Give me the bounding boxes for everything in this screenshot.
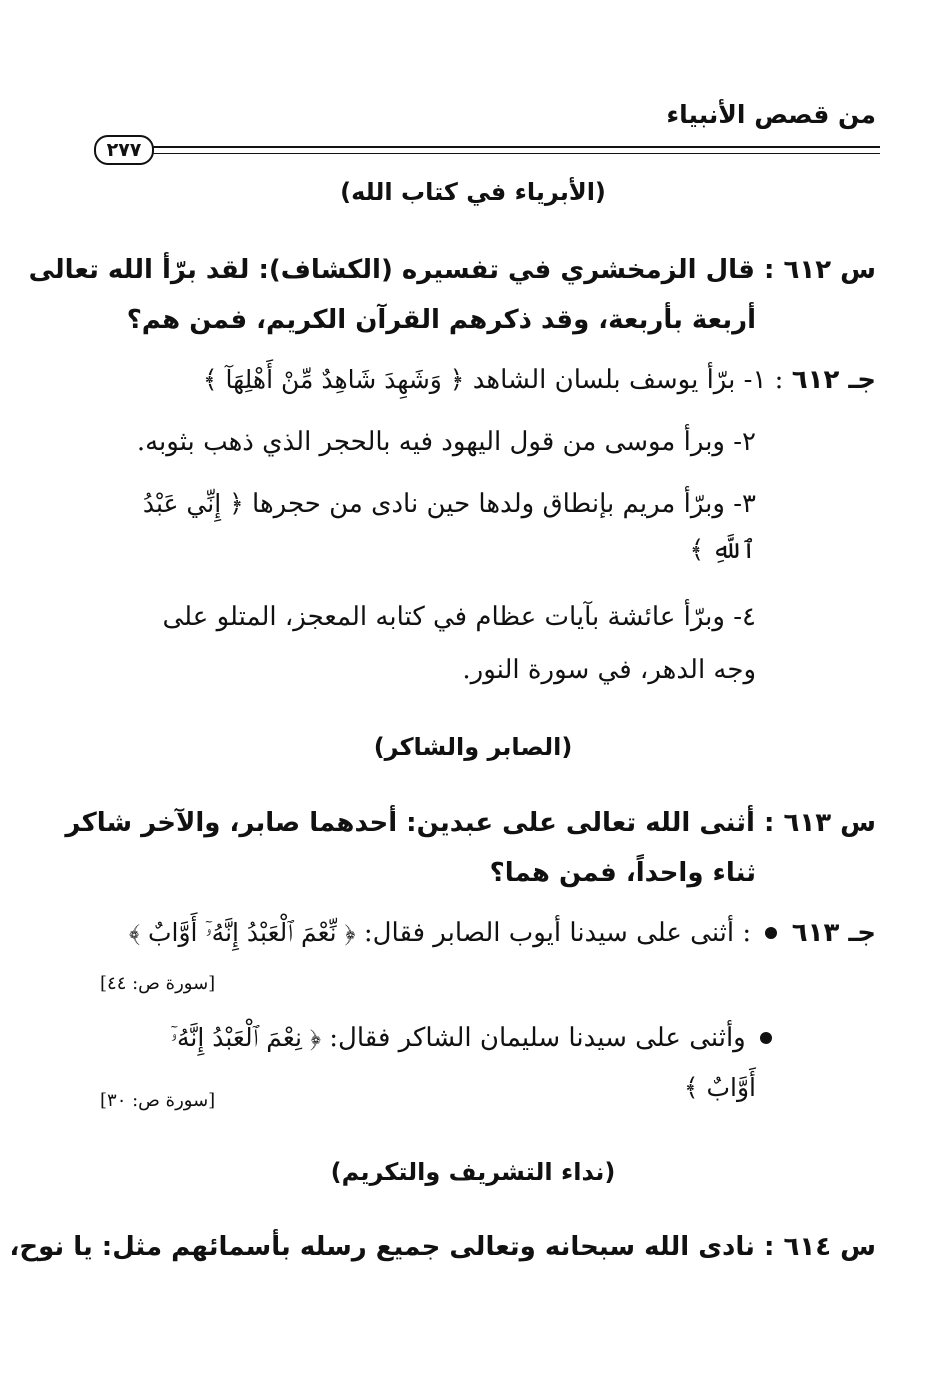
answer-613-label: جـ ٦١٣ — [791, 918, 876, 948]
bullet-icon — [760, 1032, 772, 1044]
citation-sad-44: [سورة ص: ٤٤] — [100, 973, 216, 994]
answer-612 — [100, 365, 876, 695]
answer-612-item3-cont: ٱللَّهِ ﴾ — [689, 535, 756, 564]
answer-612-item2: ٢- وبرأ موسى من قول اليهود فيه بالحجر الذي ذهب بثوبه. — [136, 427, 756, 457]
question-612-label: س ٦١٢ — [783, 255, 876, 285]
question-614-label: س ٦١٤ — [783, 1232, 876, 1262]
question-613-line2: ثناء واحداً، فمن هما؟ — [489, 858, 756, 888]
question-614-line1: س ٦١٤ : نادى الله سبحانه وتعالى جميع رسله بأسمائهم مثل: يا نوح، — [9, 1232, 876, 1262]
bullet-icon — [765, 927, 777, 939]
answer-613-item1: جـ ٦١٣ : أثنى على سيدنا أيوب الصابر فقال: ﴿ نِّعْمَ ٱلْعَبْدُ إِنَّهُۥٓ أَوَّابٌ ﴾ — [128, 918, 876, 948]
question-612-line1: س ٦١٢ : قال الزمخشري في تفسيره (الكشاف): لقد برّأ الله تعالى — [28, 255, 876, 285]
section-heading-patient-grateful: (الصابر والشاكر) — [373, 733, 573, 761]
quran-verse: ﴿ إِنِّي عَبْدُ — [142, 489, 244, 518]
answer-612-label: جـ ٦١٢ — [791, 365, 876, 395]
answer-612-item4-cont: وجه الدهر، في سورة النور. — [462, 655, 756, 685]
section-heading-innocent: (الأبرياء في كتاب الله) — [340, 178, 606, 206]
answer-613-item2: وأثنى على سيدنا سليمان الشاكر فقال: ﴿ نِعْمَ ٱلْعَبْدُ إِنَّهُۥٓ — [171, 1023, 778, 1053]
question-612 — [28, 255, 876, 355]
quran-verse: ﴿ نِعْمَ ٱلْعَبْدُ إِنَّهُۥٓ — [170, 1023, 321, 1052]
answer-613-item2-cont: أَوَّابٌ ﴾ — [683, 1073, 756, 1102]
citation-sad-30: [سورة ص: ٣٠] — [100, 1090, 216, 1111]
page-number: ٢٧٧ — [94, 135, 154, 165]
answer-613 — [100, 918, 876, 1118]
question-612-line2: أربعة بأربعة، وقد ذكرهم القرآن الكريم، فمن هم؟ — [126, 305, 756, 335]
section-heading-honor-call: (نداء التشريف والتكريم) — [330, 1158, 616, 1186]
answer-612-item3: ٣- وبرّأ مريم بإنطاق ولدها حين نادى من حجرها ﴿ إِنِّي عَبْدُ — [142, 489, 756, 519]
question-613-label: س ٦١٣ — [783, 808, 876, 838]
question-613-line1: س ٦١٣ : أثنى الله تعالى على عبدين: أحدهما صابر، والآخر شاكر — [65, 808, 876, 838]
quran-verse: ﴿ وَشَهِدَ شَاهِدٌ مِّنْ أَهْلِهَآ ﴾ — [202, 365, 465, 394]
question-613 — [65, 808, 876, 908]
answer-612-item1: جـ ٦١٢ : ١- برّأ يوسف بلسان الشاهد ﴿ وَشَهِدَ شَاهِدٌ مِّنْ أَهْلِهَآ ﴾ — [202, 365, 876, 395]
quran-verse: ﴿ نِّعْمَ ٱلْعَبْدُ إِنَّهُۥٓ أَوَّابٌ ﴾ — [128, 918, 356, 947]
answer-612-item4: ٤- وبرّأ عائشة بآيات عظام في كتابه المعجز، المتلو على — [162, 602, 756, 632]
question-614 — [9, 1232, 876, 1282]
header-rule — [148, 146, 880, 154]
running-title: من قصص الأنبياء — [666, 100, 876, 129]
